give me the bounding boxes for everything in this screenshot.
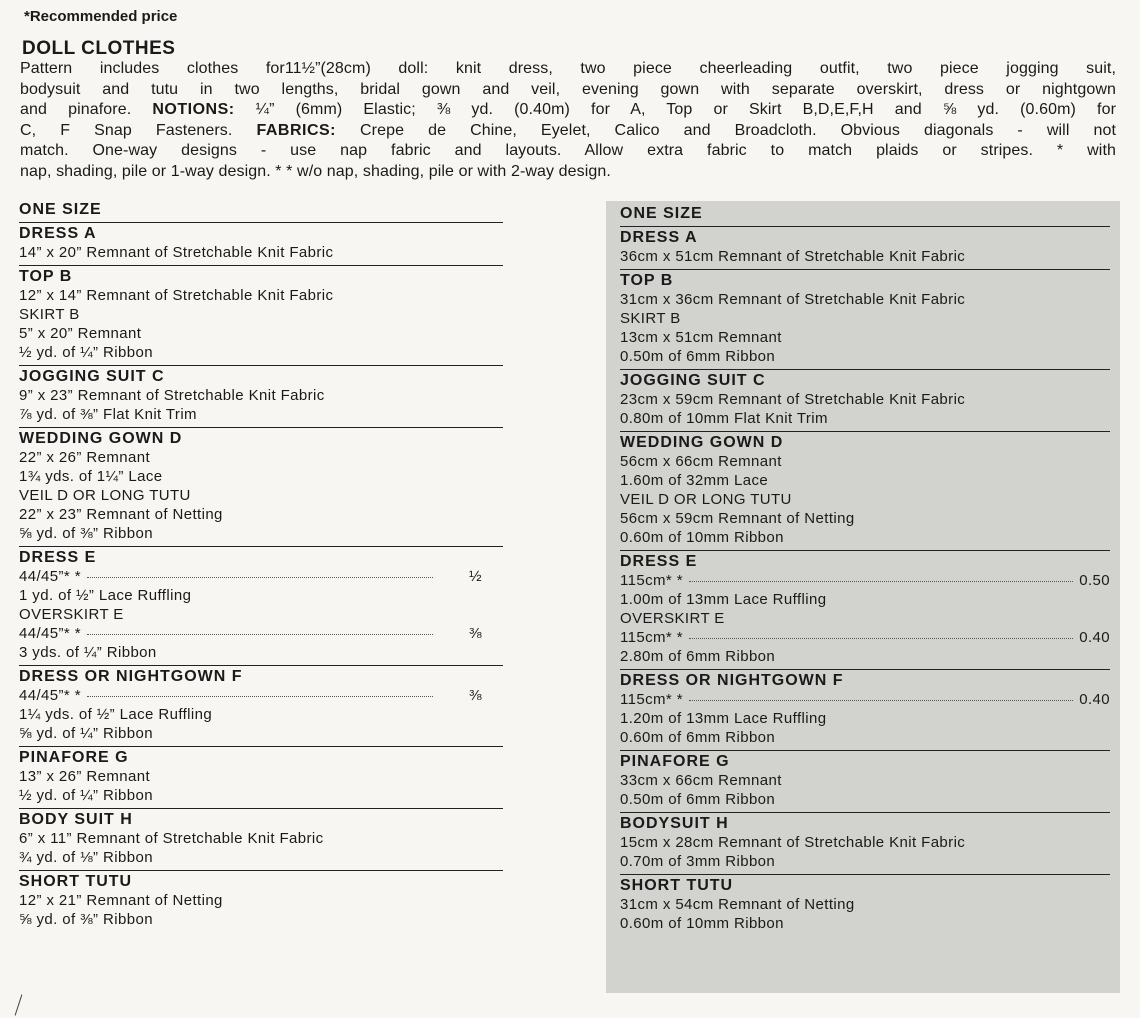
requirement-line: 0.50m of 6mm Ribbon [620,348,776,365]
dress-or-nightgown-f-section [19,666,503,747]
description-line [20,100,1116,121]
fabric-width: 115cm* * [620,691,683,708]
requirement-line: 1.20m of 13mm Lace Ruffling [620,710,827,727]
dress-a-section [620,227,1110,270]
requirement-line: 56cm x 66cm Remnant [620,453,782,470]
yardage-value: ⅜ [469,625,482,642]
requirement-line: ½ yd. of ¼” Ribbon [19,344,153,361]
recommended-price-note: *Recommended price [24,8,178,25]
requirement-line: 36cm x 51cm Remnant of Stretchable Knit Fabric [620,248,966,265]
dress-e-section [620,551,1110,670]
description-text: C, F Snap Fasteners. [20,121,233,139]
wedding-gown-d-section [620,432,1110,551]
view-name: DRESS A [620,229,698,246]
yardage-value: ½ [469,568,482,585]
requirement-line: 12” x 14” Remnant of Stretchable Knit Fabric [19,287,334,304]
sub-view-name: OVERSKIRT E [620,610,725,627]
pinafore-g-section [19,747,503,809]
pen-mark [15,994,23,1015]
yardage-value: 0.50 [1079,572,1110,589]
dress-e-section [19,547,503,666]
notions-label: NOTIONS: [152,101,235,118]
fabrics-label: FABRICS: [256,121,336,139]
sub-view-name: SKIRT B [19,306,80,323]
requirement-line: 22” x 23” Remnant of Netting [19,506,223,523]
view-name: WEDDING GOWN D [19,430,183,447]
description-text: and pinafore. [20,101,132,118]
view-name: DRESS A [19,225,97,242]
fabric-yardage-row [620,690,1110,709]
view-name: JOGGING SUIT C [620,372,766,389]
yardage-value: 0.40 [1079,691,1110,708]
view-name: PINAFORE G [620,753,730,770]
fabric-yardage-row [620,628,1110,647]
view-name: WEDDING GOWN D [620,434,784,451]
requirement-line: 3 yds. of ¼” Ribbon [19,644,157,661]
dress-a-section [19,223,503,266]
requirement-line: ⅞ yd. of ⅜” Flat Knit Trim [19,406,197,423]
bodysuit-h-section [620,813,1110,875]
metric-yardage-table [606,201,1120,993]
jogging-suit-c-section [19,366,503,428]
view-name: TOP B [620,272,674,289]
view-name: BODYSUIT H [620,815,729,832]
dot-leader [87,577,433,578]
imperial-yardage-table [19,197,503,932]
requirement-line: 0.60m of 10mm Ribbon [620,529,784,546]
fabric-width: 44/45”* * [19,625,81,642]
view-name: BODY SUIT H [19,811,133,828]
dot-leader [87,634,433,635]
requirement-line: ¾ yd. of ⅛” Ribbon [19,849,153,866]
sub-view-name: SKIRT B [620,310,681,327]
description-line: nap, shading, pile or 1-way design. * * w/o nap, shading, pile or with 2-way design. [20,162,611,180]
requirement-line: ⅝ yd. of ¼” Ribbon [19,725,153,742]
yardage-value: 0.40 [1079,629,1110,646]
fabric-width: 115cm* * [620,572,683,589]
view-name: DRESS E [620,553,698,570]
description-line: match. One-way designs - use nap fabric and layouts. Allow extra fabric to match plaids or stripes. * with [20,142,1116,159]
requirement-line: ½ yd. of ¼” Ribbon [19,787,153,804]
requirement-line: 33cm x 66cm Remnant [620,772,782,789]
top-b-section [620,270,1110,370]
fabric-width: 44/45”* * [19,568,81,585]
yardage-value: ⅜ [469,687,482,704]
fabric-width: 115cm* * [620,629,683,646]
view-name: SHORT TUTU [620,877,734,894]
requirement-line: 5” x 20” Remnant [19,325,142,342]
fabrics-text: Crepe de Chine, Eyelet, Calico and Broadcloth. Obvious diagonals - will not [360,121,1116,139]
fabric-yardage-row [620,571,1110,590]
view-name: DRESS OR NIGHTGOWN F [620,672,844,689]
sub-view-name: VEIL D OR LONG TUTU [620,491,792,508]
notions-text: ¼” (6mm) Elastic; ⅜ yd. (0.40m) for A, Top or Skirt B,D,E,F,H and ⅝ yd. (0.60m) for [255,101,1116,118]
requirement-line: 0.60m of 6mm Ribbon [620,729,776,746]
requirement-line: ⅝ yd. of ⅜” Ribbon [19,911,153,928]
dot-leader [689,700,1073,701]
requirement-line: 9” x 23” Remnant of Stretchable Knit Fabric [19,387,325,404]
size-header: ONE SIZE [19,197,503,223]
jogging-suit-c-section [620,370,1110,432]
requirement-line: 1.60m of 32mm Lace [620,472,769,489]
requirement-line: 22” x 26” Remnant [19,449,151,466]
pattern-description [20,59,1116,182]
short-tutu-section [19,871,503,932]
dress-or-nightgown-f-section [620,670,1110,751]
fabric-yardage-row [19,567,503,586]
description-line: Pattern includes clothes for11½”(28cm) doll: knit dress, two piece cheerleading outfit, two piece jogging suit, [20,60,1116,77]
dot-leader [689,638,1073,639]
requirement-line: 13cm x 51cm Remnant [620,329,782,346]
requirement-line: 0.70m of 3mm Ribbon [620,853,776,870]
requirement-line: ⅝ yd. of ⅜” Ribbon [19,525,153,542]
dot-leader [689,581,1073,582]
requirement-line: 1¾ yds. of 1¼” Lace [19,468,163,485]
size-header: ONE SIZE [620,201,1110,227]
sub-view-name: VEIL D OR LONG TUTU [19,487,191,504]
requirement-line: 56cm x 59cm Remnant of Netting [620,510,855,527]
requirement-line: 14” x 20” Remnant of Stretchable Knit Fabric [19,244,334,261]
wedding-gown-d-section [19,428,503,547]
requirement-line: 23cm x 59cm Remnant of Stretchable Knit Fabric [620,391,966,408]
short-tutu-section [620,875,1110,936]
requirement-line: 0.80m of 10mm Flat Knit Trim [620,410,828,427]
requirement-line: 0.60m of 10mm Ribbon [620,915,784,932]
body-suit-h-section [19,809,503,871]
requirement-line: 0.50m of 6mm Ribbon [620,791,776,808]
requirement-line: 31cm x 36cm Remnant of Stretchable Knit Fabric [620,291,966,308]
requirement-line: 1.00m of 13mm Lace Ruffling [620,591,827,608]
requirement-line: 1¼ yds. of ½” Lace Ruffling [19,706,213,723]
sub-view-name: OVERSKIRT E [19,606,124,623]
requirement-line: 15cm x 28cm Remnant of Stretchable Knit Fabric [620,834,966,851]
view-name: JOGGING SUIT C [19,368,165,385]
pinafore-g-section [620,751,1110,813]
fabric-yardage-row [19,686,503,705]
view-name: SHORT TUTU [19,873,133,890]
view-name: PINAFORE G [19,749,129,766]
requirement-line: 31cm x 54cm Remnant of Netting [620,896,855,913]
view-name: DRESS OR NIGHTGOWN F [19,668,243,685]
description-line: bodysuit and tutu in two lengths, bridal gown and veil, evening gown with separate overskirt, dress or nightgown [20,80,1116,98]
view-name: TOP B [19,268,73,285]
dot-leader [87,696,433,697]
fabric-yardage-row [19,624,503,643]
view-name: DRESS E [19,549,97,566]
requirement-line: 2.80m of 6mm Ribbon [620,648,776,665]
requirement-line: 1 yd. of ½” Lace Ruffling [19,587,192,604]
page-title: DOLL CLOTHES [22,38,176,59]
top-b-section [19,266,503,366]
requirement-line: 12” x 21” Remnant of Netting [19,892,223,909]
requirement-line: 6” x 11” Remnant of Stretchable Knit Fabric [19,830,324,847]
fabric-width: 44/45”* * [19,687,81,704]
description-line [20,121,1116,142]
requirement-line: 13” x 26” Remnant [19,768,151,785]
